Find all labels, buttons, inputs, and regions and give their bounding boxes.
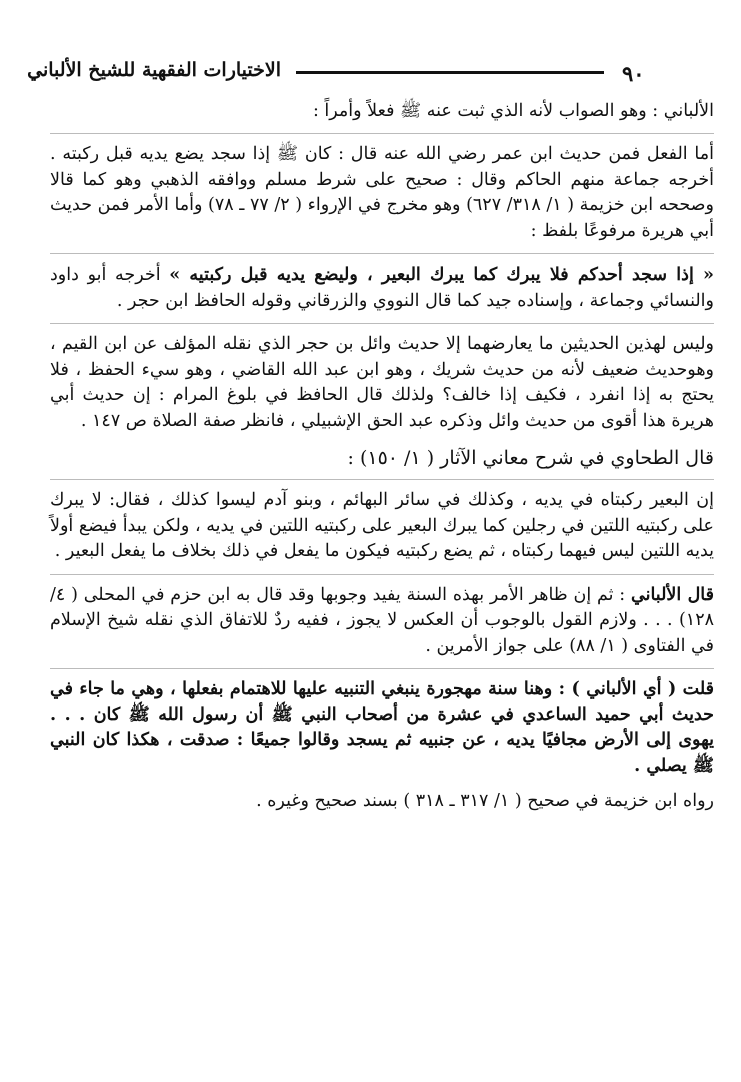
paragraph-2: أما الفعل فمن حديث ابن عمر رضي الله عنه قال : كان ﷺ إذا سجد يضع يديه قبل ركبته . أخرجه جماعة منهم الحاكم وقال : صحيح على شرط مسلم ووافقه الذهبي وهو كما قالا وصححه ابن خزيمة ( ١/ ٣١٨/ ٦٢٧) وهو مخرج في الإرواء ( ٢/ ٧٧ ـ ٧٨) وأما الأمر فمن حديث أبي هريرة مرفوعًا بلفظ : [50,144,714,241]
hadith-quote: « إذا سجد أحدكم فلا يبرك كما يبرك البعير ، وليضع يديه قبل ركبتيه » [169,265,714,285]
paragraph-6 [50,583,714,660]
paragraph-4: وليس لهذين الحديثين ما يعارضهما إلا حديث وائل بن حجر الذي نقله المؤلف عن ابن القيم ، وهوحديث ضعيف لأنه من حديث شريك ، وهو ابن عبد الله القاضي ، وهو سيء الحفظ ، فلا يحتج به إذا انفرد ، فكيف إذا خالف؟ ولذلك قال الحافظ في بلوغ المرام : إن حديث أبي هريرة هذا أقوى من حديث وائل وذكره عبد الحق الإشبيلي ، فانظر صفة الصلاة ص ١٤٧ . [50,334,714,431]
divider [50,668,714,669]
divider [50,253,714,254]
paragraph-1: الألباني : وهو الصواب لأنه الذي ثبت عنه ﷺ فعلاً وأمراً : [312,101,714,121]
running-title: الاختيارات الفقهية للشيخ الألباني [27,59,281,81]
paragraph-5: إن البعير ركبتاه في يديه ، وكذلك في سائر البهائم ، وبنو آدم ليسوا كذلك ، فقال: لا يبرك على ركبتيه اللتين في رجلين كما يبرك البعير على ركبتيه اللتين في يديه ، ولكن يبدأ فيضع أولاً يديه اللتين ليس فيهما ركبتاه ، ثم يضع ركبتيه فيكون ما يفعل في ذلك بخلاف ما يفعل البعير . [50,490,714,561]
divider [50,574,714,575]
page-body [50,98,714,823]
paragraph-8: رواه ابن خزيمة في صحيح ( ١/ ٣١٧ ـ ٣١٨ ) بسند صحيح وغيره . [256,791,714,811]
page-header [0,55,741,89]
page-number: ٩٠ [622,61,645,86]
section-heading: قال الطحاوي في شرح معاني الآثار ( ١/ ١٥٠) : [347,447,714,469]
header-rule [296,71,604,74]
hadith-source: أخرجه أبو داود والنسائي وجماعة ، وإسناده جيد كما قال النووي والزرقاني وقوله الحافظ ابن حجر . [50,265,714,311]
paragraph-3 [50,262,714,314]
paragraph-6-text: : ثم إن ظاهر الأمر بهذه السنة يفيد وجوبها وقد قال به ابن حزم في المحلى ( ٤/ ١٢٨) . . . ولازم القول بالوجوب أن العكس لا يجوز ، ففيه ردٌ للاتفاق الذي نقله شيخ الإسلام في الفتاوى ( ١/ ٨٨) على جواز الأمرين . [50,584,714,656]
divider [50,323,714,324]
divider [50,479,714,480]
divider [50,133,714,134]
speaker-lead: قال الألباني [631,584,714,605]
paragraph-7: قلت ( أي الألباني ) : وهنا سنة مهجورة ينبغي التنبيه عليها للاهتمام بفعلها ، وهي ما جاء في حديث أبي حميد الساعدي في عشرة من أصحاب النبي ﷺ أن رسول الله ﷺ كان . . . يهوى إلى الأرض مجافيًا يديه ، عن جنبيه ثم يسجد وقالوا جميعًا : صدقت ، هكذا كان النبي ﷺ يصلي . [50,679,714,776]
